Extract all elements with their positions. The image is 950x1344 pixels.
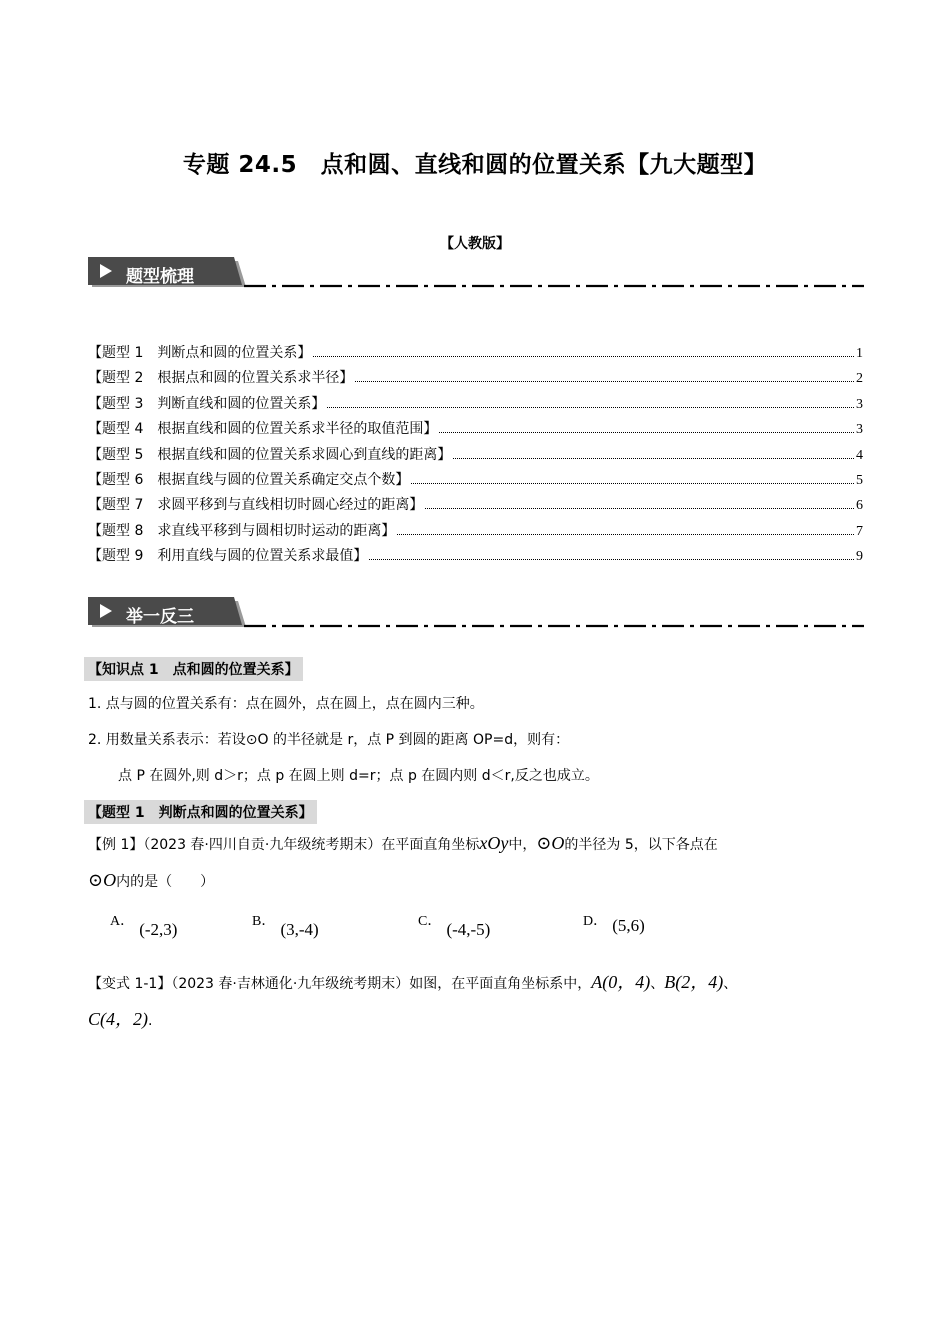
math-xoy: xOy xyxy=(479,833,509,853)
toc-item[interactable] xyxy=(88,545,863,570)
option-letter: D． xyxy=(583,914,608,929)
banner-text: 题型梳理 xyxy=(126,267,194,287)
toc-item[interactable] xyxy=(88,367,863,392)
option-letter: B． xyxy=(252,914,276,929)
math-point-a: A(0，4) xyxy=(591,972,651,992)
toc-label: 【题型 5 根据直线和圆的位置关系求圆心到直线的距离】 xyxy=(88,446,452,463)
toc-page: 7 xyxy=(856,523,863,539)
toc-item[interactable] xyxy=(88,342,863,367)
variant-1-1-line-1 xyxy=(88,968,737,994)
toc-leader xyxy=(369,558,854,560)
dashed-divider xyxy=(244,284,864,288)
toc-page: 1 xyxy=(856,346,863,361)
toc-page: 5 xyxy=(856,472,863,488)
toc-label: 【题型 4 根据直线和圆的位置关系求半径的取值范围】 xyxy=(88,421,438,438)
variant-text: 、 xyxy=(650,976,665,992)
section-banner-overview xyxy=(88,257,246,289)
option-value: (5,6) xyxy=(612,916,645,935)
toc-leader xyxy=(453,457,854,459)
option-b[interactable] xyxy=(252,910,319,939)
toc-label: 【题型 8 求直线平移到与圆相切时运动的距离】 xyxy=(88,522,396,539)
toc-page: 4 xyxy=(856,447,863,463)
math-circle-o: ⊙O xyxy=(536,833,565,853)
variant-text: . xyxy=(148,1013,153,1029)
knowledge-line-2: 2. 用数量关系表示：若设⊙O 的半径就是 r，点 P 到圆的距离 OP=d，则有： xyxy=(88,732,570,748)
option-a[interactable] xyxy=(110,910,178,939)
variant-text: 、 xyxy=(723,976,738,992)
toc-label: 【题型 6 根据直线与圆的位置关系确定交点个数】 xyxy=(88,471,410,488)
toc-item[interactable] xyxy=(88,520,863,545)
variant-text: 【变式 1-1】（2023 春·吉林通化·九年级统考期末）如图，在平面直角坐标系中， xyxy=(88,976,592,992)
toc-page: 2 xyxy=(856,371,863,387)
toc-page: 3 xyxy=(856,422,863,438)
option-value: (-2,3) xyxy=(139,920,178,939)
toc-leader xyxy=(355,380,854,382)
toc-item[interactable] xyxy=(88,418,863,443)
example-text: 中， xyxy=(508,837,537,853)
toc-label: 【题型 2 根据点和圆的位置关系求半径】 xyxy=(88,370,354,387)
toc-label: 【题型 1 判断点和圆的位置关系】 xyxy=(88,345,312,361)
toc-page: 3 xyxy=(856,396,863,412)
toc-item[interactable] xyxy=(88,393,863,418)
example-text: 内的是（ ） xyxy=(116,874,215,890)
option-c[interactable] xyxy=(418,910,491,939)
toc-page: 6 xyxy=(856,498,863,514)
option-d[interactable] xyxy=(583,910,645,935)
toc-leader xyxy=(411,482,854,484)
toc-label: 【题型 3 判断直线和圆的位置关系】 xyxy=(88,395,326,412)
toc-leader xyxy=(313,355,854,357)
option-letter: C． xyxy=(418,914,442,929)
example-text: 的半径为 5，以下各点在 xyxy=(564,837,718,853)
knowledge-line-3: 点 P 在圆外,则 d＞r；点 p 在圆上则 d=r；点 p 在圆内则 d＜r,反之也成立。 xyxy=(118,768,599,784)
math-circle-o: ⊙O xyxy=(88,870,117,890)
toc-label: 【题型 9 利用直线与圆的位置关系求最值】 xyxy=(88,548,368,565)
table-of-contents xyxy=(88,342,863,571)
toc-item[interactable] xyxy=(88,469,863,494)
toc-label: 【题型 7 求圆平移到与直线相切时圆心经过的距离】 xyxy=(88,497,424,514)
math-point-c: C(4，2) xyxy=(88,1009,148,1029)
knowledge-line-1: 1. 点与圆的位置关系有：点在圆外，点在圆上，点在圆内三种。 xyxy=(88,696,484,712)
option-value: (-4,-5) xyxy=(446,920,491,939)
variant-1-1-line-2 xyxy=(88,1005,152,1031)
toc-leader xyxy=(439,431,854,433)
toc-leader xyxy=(327,406,854,408)
option-letter: A． xyxy=(110,914,135,929)
toc-leader xyxy=(397,533,854,535)
banner-text: 举一反三 xyxy=(126,607,194,627)
example-1-line-1 xyxy=(88,833,718,854)
edition-label: 【人教版】 xyxy=(440,236,510,252)
section-banner-examples xyxy=(88,597,246,629)
example-1-line-2 xyxy=(88,870,214,891)
dashed-divider xyxy=(244,624,864,628)
example-text: 【例 1】（2023 春·四川自贡·九年级统考期末）在平面直角坐标 xyxy=(88,837,480,853)
option-value: (3,-4) xyxy=(280,920,319,939)
toc-page: 9 xyxy=(856,549,863,565)
math-point-b: B(2，4) xyxy=(664,972,724,992)
knowledge-heading: 【知识点 1 点和圆的位置关系】 xyxy=(84,657,303,681)
type1-heading: 【题型 1 判断点和圆的位置关系】 xyxy=(84,800,317,824)
toc-item[interactable] xyxy=(88,494,863,519)
page-title: 专题 24.5 点和圆、直线和圆的位置关系【九大题型】 xyxy=(182,152,768,178)
toc-leader xyxy=(425,507,854,509)
toc-item[interactable] xyxy=(88,444,863,469)
